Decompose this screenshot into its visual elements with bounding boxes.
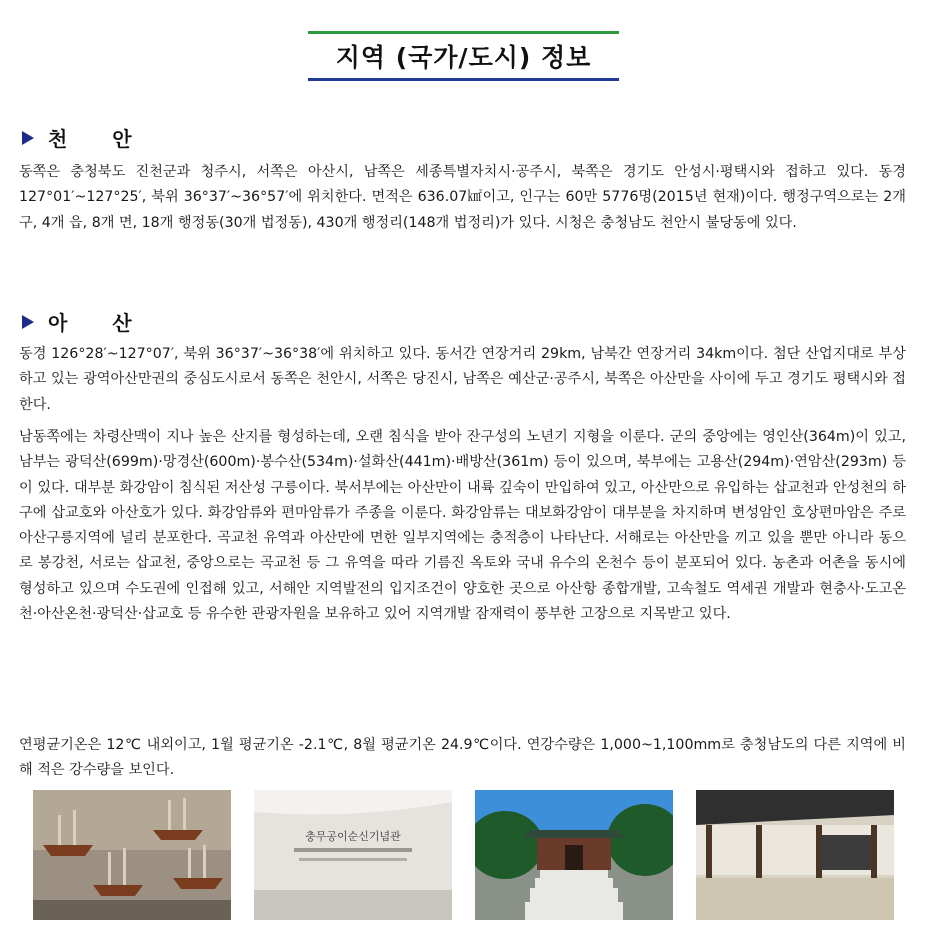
- paragraph-asan-3: 연평균기온은 12℃ 내외이고, 1월 평균기온 -2.1℃, 8월 평균기온 24.9℃이다. 연강수량은 1,000~1,100mm로 충청남도의 다른 지역에 비해 적은 강수량을 보인다.: [19, 737, 906, 779]
- memorial-sign-text: 충무공이순신기념관: [305, 830, 401, 843]
- section-heading-cheonan: [22, 123, 132, 152]
- page-title: 지역 (국가/도시) 정보: [335, 43, 592, 72]
- triangle-bullet-icon: [22, 315, 34, 329]
- photo-traditional-house: [696, 790, 894, 920]
- triangle-bullet-icon: [22, 131, 34, 145]
- paragraph-asan-1: 동경 126°28′~127°07′, 북위 36°37′~36°38′에 위치하고 있다. 동서간 연장거리 29km, 남북간 연장거리 34km이다. 첨단 산업지대로 부상하고 있는 광역아산만권의 중심도시로서 동쪽은 천안시, 서쪽은 당진시, 남쪽은 예산군·공주시, 북쪽은 아산만을 사이에 두고 경기도 평택시와 접한다.: [19, 346, 906, 413]
- paragraph-cheonan: 동쪽은 충청북도 진천군과 청주시, 서쪽은 아산시, 남쪽은 세종특별자치시·공주시, 북쪽은 경기도 안성시·평택시와 접하고 있다. 동경 127°01′~127°25′, 북위 36°37′~36°57′에 위치한다. 면적은 636.07㎢이고, 인구는 60만 5776명(2015년 현재)이다. 행정구역으로는 2개 구, 4개 읍, 8개 면, 18개 행정동(30개 법정동), 430개 행정리(148개 법정리)가 있다. 시청은 충청남도 천안시 불당동에 있다.: [19, 164, 906, 231]
- section-heading-asan: [22, 307, 132, 336]
- photo-turtle-ship-models: [33, 790, 231, 920]
- paragraph-asan-2: 남동쪽에는 차령산맥이 지나 높은 산지를 형성하는데, 오랜 침식을 받아 잔구성의 노년기 지형을 이룬다. 군의 중앙에는 영인산(364m)이 있고, 남부는 광덕산(699m)·망경산(600m)·봉수산(534m)·설화산(441m)·배방산(361m) 등이 있으며, 북부에는 고용산(294m)·연암산(293m) 등이 있다. 대부분 화강암이 침식된 저산성 구릉이다. 북서부에는 아산만이 내륙 깊숙이 만입하여 있고, 아산만으로 유입하는 삽교천과 안성천의 하구에 삽교호와 아산호가 있다. 화강암류와 편마암류가 주종을 이룬다. 화강암류는 대보화강암이 대부분을 차지하며 변성암인 호상편마암은 주로 아산구릉지역에 널리 분포한다. 곡교천 유역과 아산만에 면한 일부지역에는 충적층이 나타난다. 서해로는 아산만을 끼고 있을 뿐만 아니라 동으로 봉강천, 서로는 삽교천, 중앙으로는 곡교천 등 그 유역을 따라 기름진 옥토와 국내 유수의 온천수 등이 분포되어 있다. 농촌과 어촌을 동시에 형성하고 있으며 수도권에 인접해 있고, 서해안 지역발전의 입지조건이 양호한 곳으로 아산항 종합개발, 고속철도 역세권 개발과 현충사·도고온천·아산온천·광덕산·삽교호 등 유수한 관광자원을 보유하고 있어 지역개발 잠재력이 풍부한 고장으로 지목받고 있다.: [19, 429, 906, 623]
- page-title-box: [308, 31, 619, 81]
- photo-memorial-hall-sign: [254, 790, 452, 920]
- photo-shrine-gate: [475, 790, 673, 920]
- section-heading-text: 천 안: [48, 127, 132, 151]
- section-heading-text: 아 산: [48, 311, 132, 335]
